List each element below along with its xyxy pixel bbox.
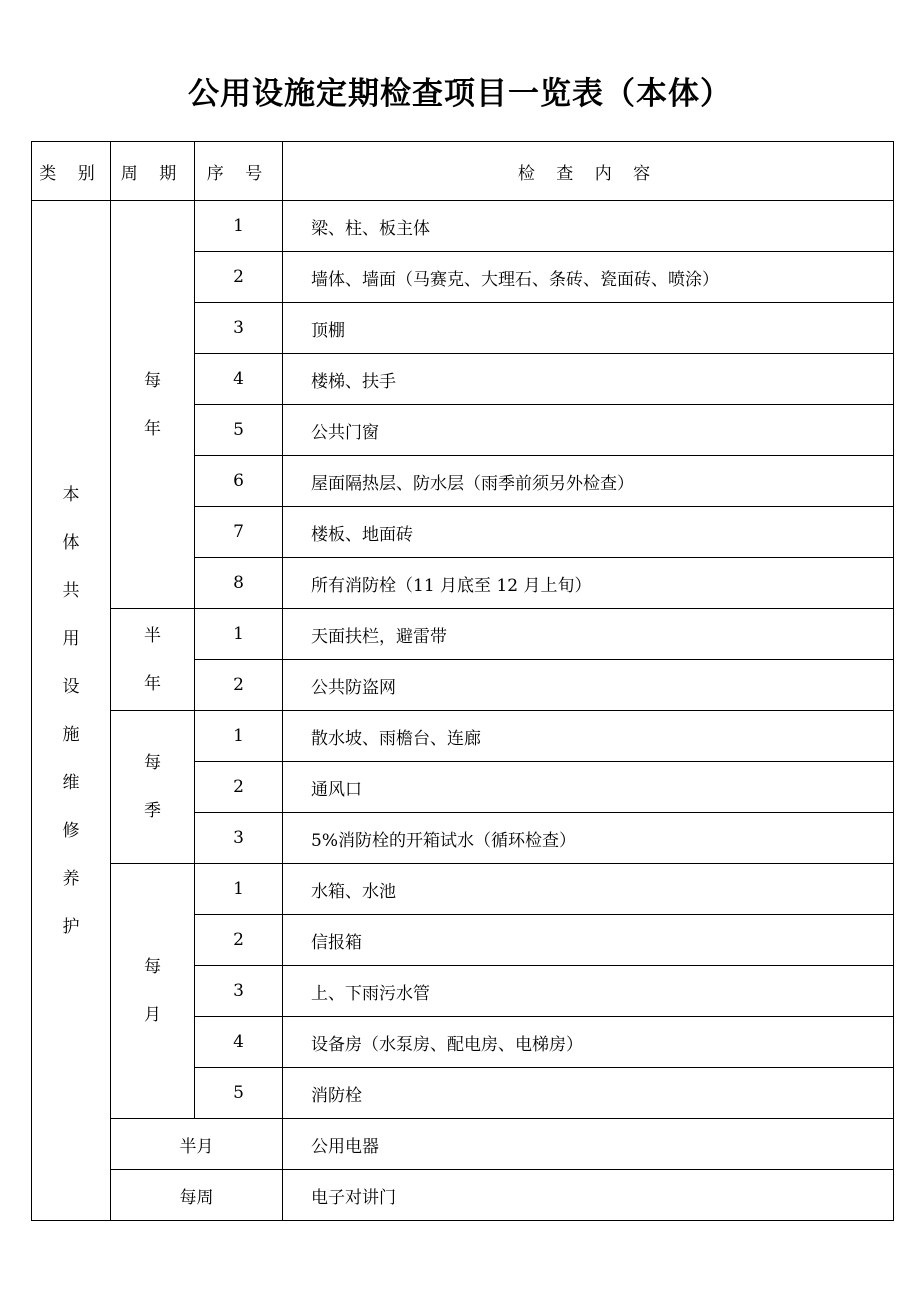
category-char: 本 bbox=[62, 484, 80, 505]
seq-cell: 5 bbox=[195, 405, 283, 456]
seq-cell: 3 bbox=[195, 813, 283, 864]
period-halfmonth: 半月 bbox=[111, 1119, 283, 1170]
content-cell: 公用电器 bbox=[283, 1119, 894, 1170]
content-cell: 公共门窗 bbox=[283, 405, 894, 456]
period-monthly bbox=[111, 864, 195, 1119]
content-cell: 水箱、水池 bbox=[283, 864, 894, 915]
category-char: 修 bbox=[62, 820, 80, 841]
header-seq: 序 号 bbox=[195, 142, 283, 201]
content-cell: 电子对讲门 bbox=[283, 1170, 894, 1221]
period-quarterly bbox=[111, 711, 195, 864]
seq-cell: 2 bbox=[195, 660, 283, 711]
category-char: 施 bbox=[62, 724, 80, 745]
content-cell: 楼梯、扶手 bbox=[283, 354, 894, 405]
category-char: 护 bbox=[62, 916, 80, 937]
period-char: 每 bbox=[144, 753, 161, 773]
period-char: 半 bbox=[144, 625, 161, 646]
seq-cell: 1 bbox=[195, 609, 283, 660]
table-row bbox=[32, 201, 894, 252]
content-cell: 散水坡、雨檐台、连廊 bbox=[283, 711, 894, 762]
seq-cell: 1 bbox=[195, 711, 283, 762]
content-cell: 信报箱 bbox=[283, 915, 894, 966]
period-char: 季 bbox=[144, 801, 161, 821]
content-cell: 天面扶栏，避雷带 bbox=[283, 609, 894, 660]
period-halfyear bbox=[111, 609, 195, 711]
category-char: 设 bbox=[62, 676, 80, 697]
seq-cell: 6 bbox=[195, 456, 283, 507]
period-char: 月 bbox=[144, 1005, 161, 1025]
seq-cell: 4 bbox=[195, 1017, 283, 1068]
seq-cell: 2 bbox=[195, 915, 283, 966]
period-weekly: 每周 bbox=[111, 1170, 283, 1221]
seq-cell: 8 bbox=[195, 558, 283, 609]
table-row bbox=[32, 1119, 894, 1170]
content-cell: 消防栓 bbox=[283, 1068, 894, 1119]
period-char: 每 bbox=[144, 370, 161, 391]
content-cell: 所有消防栓（11 月底至 12 月上旬） bbox=[283, 558, 894, 609]
page-title: 公用设施定期检查项目一览表（本体） bbox=[188, 76, 732, 112]
seq-cell: 7 bbox=[195, 507, 283, 558]
period-yearly bbox=[111, 201, 195, 609]
content-cell: 楼板、地面砖 bbox=[283, 507, 894, 558]
category-cell bbox=[32, 201, 111, 1221]
content-cell: 屋面隔热层、防水层（雨季前须另外检查） bbox=[283, 456, 894, 507]
category-char: 维 bbox=[62, 772, 80, 793]
content-cell: 通风口 bbox=[283, 762, 894, 813]
table-row bbox=[32, 609, 894, 660]
inspection-table bbox=[31, 141, 894, 1221]
content-cell: 设备房（水泵房、配电房、电梯房） bbox=[283, 1017, 894, 1068]
header-content: 检 查 内 容 bbox=[283, 142, 894, 201]
period-char: 年 bbox=[144, 673, 161, 694]
category-char: 用 bbox=[62, 628, 80, 649]
content-cell: 公共防盗网 bbox=[283, 660, 894, 711]
seq-cell: 4 bbox=[195, 354, 283, 405]
header-row bbox=[32, 142, 894, 201]
seq-cell: 3 bbox=[195, 966, 283, 1017]
content-cell: 5%消防栓的开箱试水（循环检查） bbox=[283, 813, 894, 864]
seq-cell: 2 bbox=[195, 762, 283, 813]
table-row bbox=[32, 711, 894, 762]
table-row bbox=[32, 1170, 894, 1221]
content-cell: 上、下雨污水管 bbox=[283, 966, 894, 1017]
content-cell: 墙体、墙面（马赛克、大理石、条砖、瓷面砖、喷涂） bbox=[283, 252, 894, 303]
category-char: 体 bbox=[62, 532, 80, 553]
period-char: 每 bbox=[144, 957, 161, 977]
category-char: 共 bbox=[62, 580, 80, 601]
period-char: 年 bbox=[144, 418, 161, 439]
header-period: 周 期 bbox=[111, 142, 195, 201]
category-char: 养 bbox=[62, 868, 80, 889]
header-category: 类 别 bbox=[32, 142, 111, 201]
seq-cell: 3 bbox=[195, 303, 283, 354]
seq-cell: 2 bbox=[195, 252, 283, 303]
seq-cell: 1 bbox=[195, 864, 283, 915]
seq-cell: 1 bbox=[195, 201, 283, 252]
content-cell: 顶棚 bbox=[283, 303, 894, 354]
seq-cell: 5 bbox=[195, 1068, 283, 1119]
table-row bbox=[32, 864, 894, 915]
content-cell: 梁、柱、板主体 bbox=[283, 201, 894, 252]
